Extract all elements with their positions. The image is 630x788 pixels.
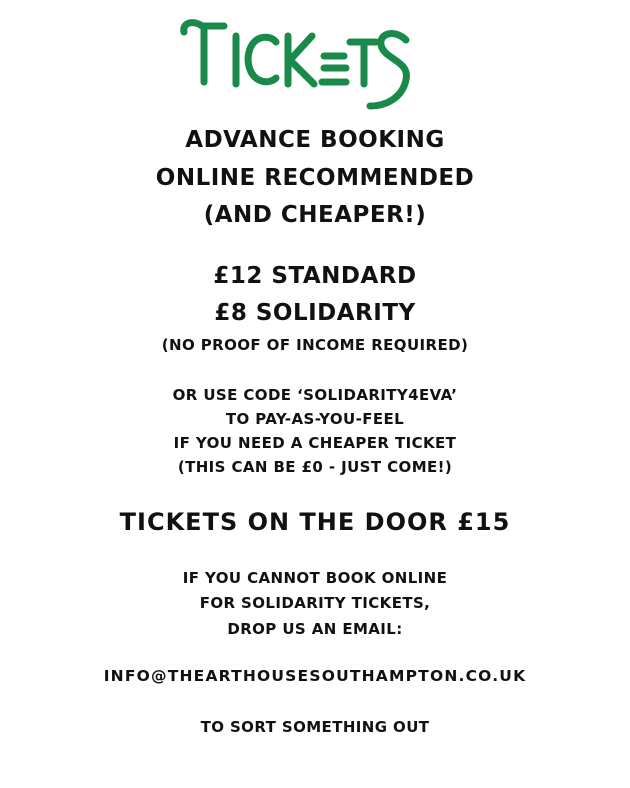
solidarity-tickets-line: FOR SOLIDARITY TICKETS, xyxy=(199,594,431,612)
code-line: OR USE CODE ‘SOLIDARITY4EVA’ xyxy=(172,386,458,404)
online-recommended-line: ONLINE RECOMMENDED xyxy=(155,165,475,191)
door-price-line: TICKETS ON THE DOOR £15 xyxy=(119,508,511,536)
standard-price-line: £12 STANDARD xyxy=(213,263,417,289)
cheaper-note-line: (AND CHEAPER!) xyxy=(203,202,427,228)
advance-booking-line: ADVANCE BOOKING xyxy=(185,127,445,153)
cannot-book-line: IF YOU CANNOT BOOK ONLINE xyxy=(182,569,448,587)
sort-something-out-line: TO SORT SOMETHING OUT xyxy=(200,718,430,736)
drop-email-line: DROP US AN EMAIL: xyxy=(227,620,403,638)
cheaper-ticket-line: IF YOU NEED A CHEAPER TICKET xyxy=(173,434,457,452)
just-come-line: (THIS CAN BE £0 - JUST COME!) xyxy=(177,458,453,476)
contact-email: INFO@THEARTHOUSESOUTHAMPTON.CO.UK xyxy=(103,667,527,685)
tickets-logo xyxy=(180,12,412,110)
pay-as-you-feel-line: TO PAY-AS-YOU-FEEL xyxy=(225,410,405,428)
solidarity-price-line: £8 SOLIDARITY xyxy=(214,300,416,326)
no-proof-line: (NO PROOF OF INCOME REQUIRED) xyxy=(161,336,469,354)
